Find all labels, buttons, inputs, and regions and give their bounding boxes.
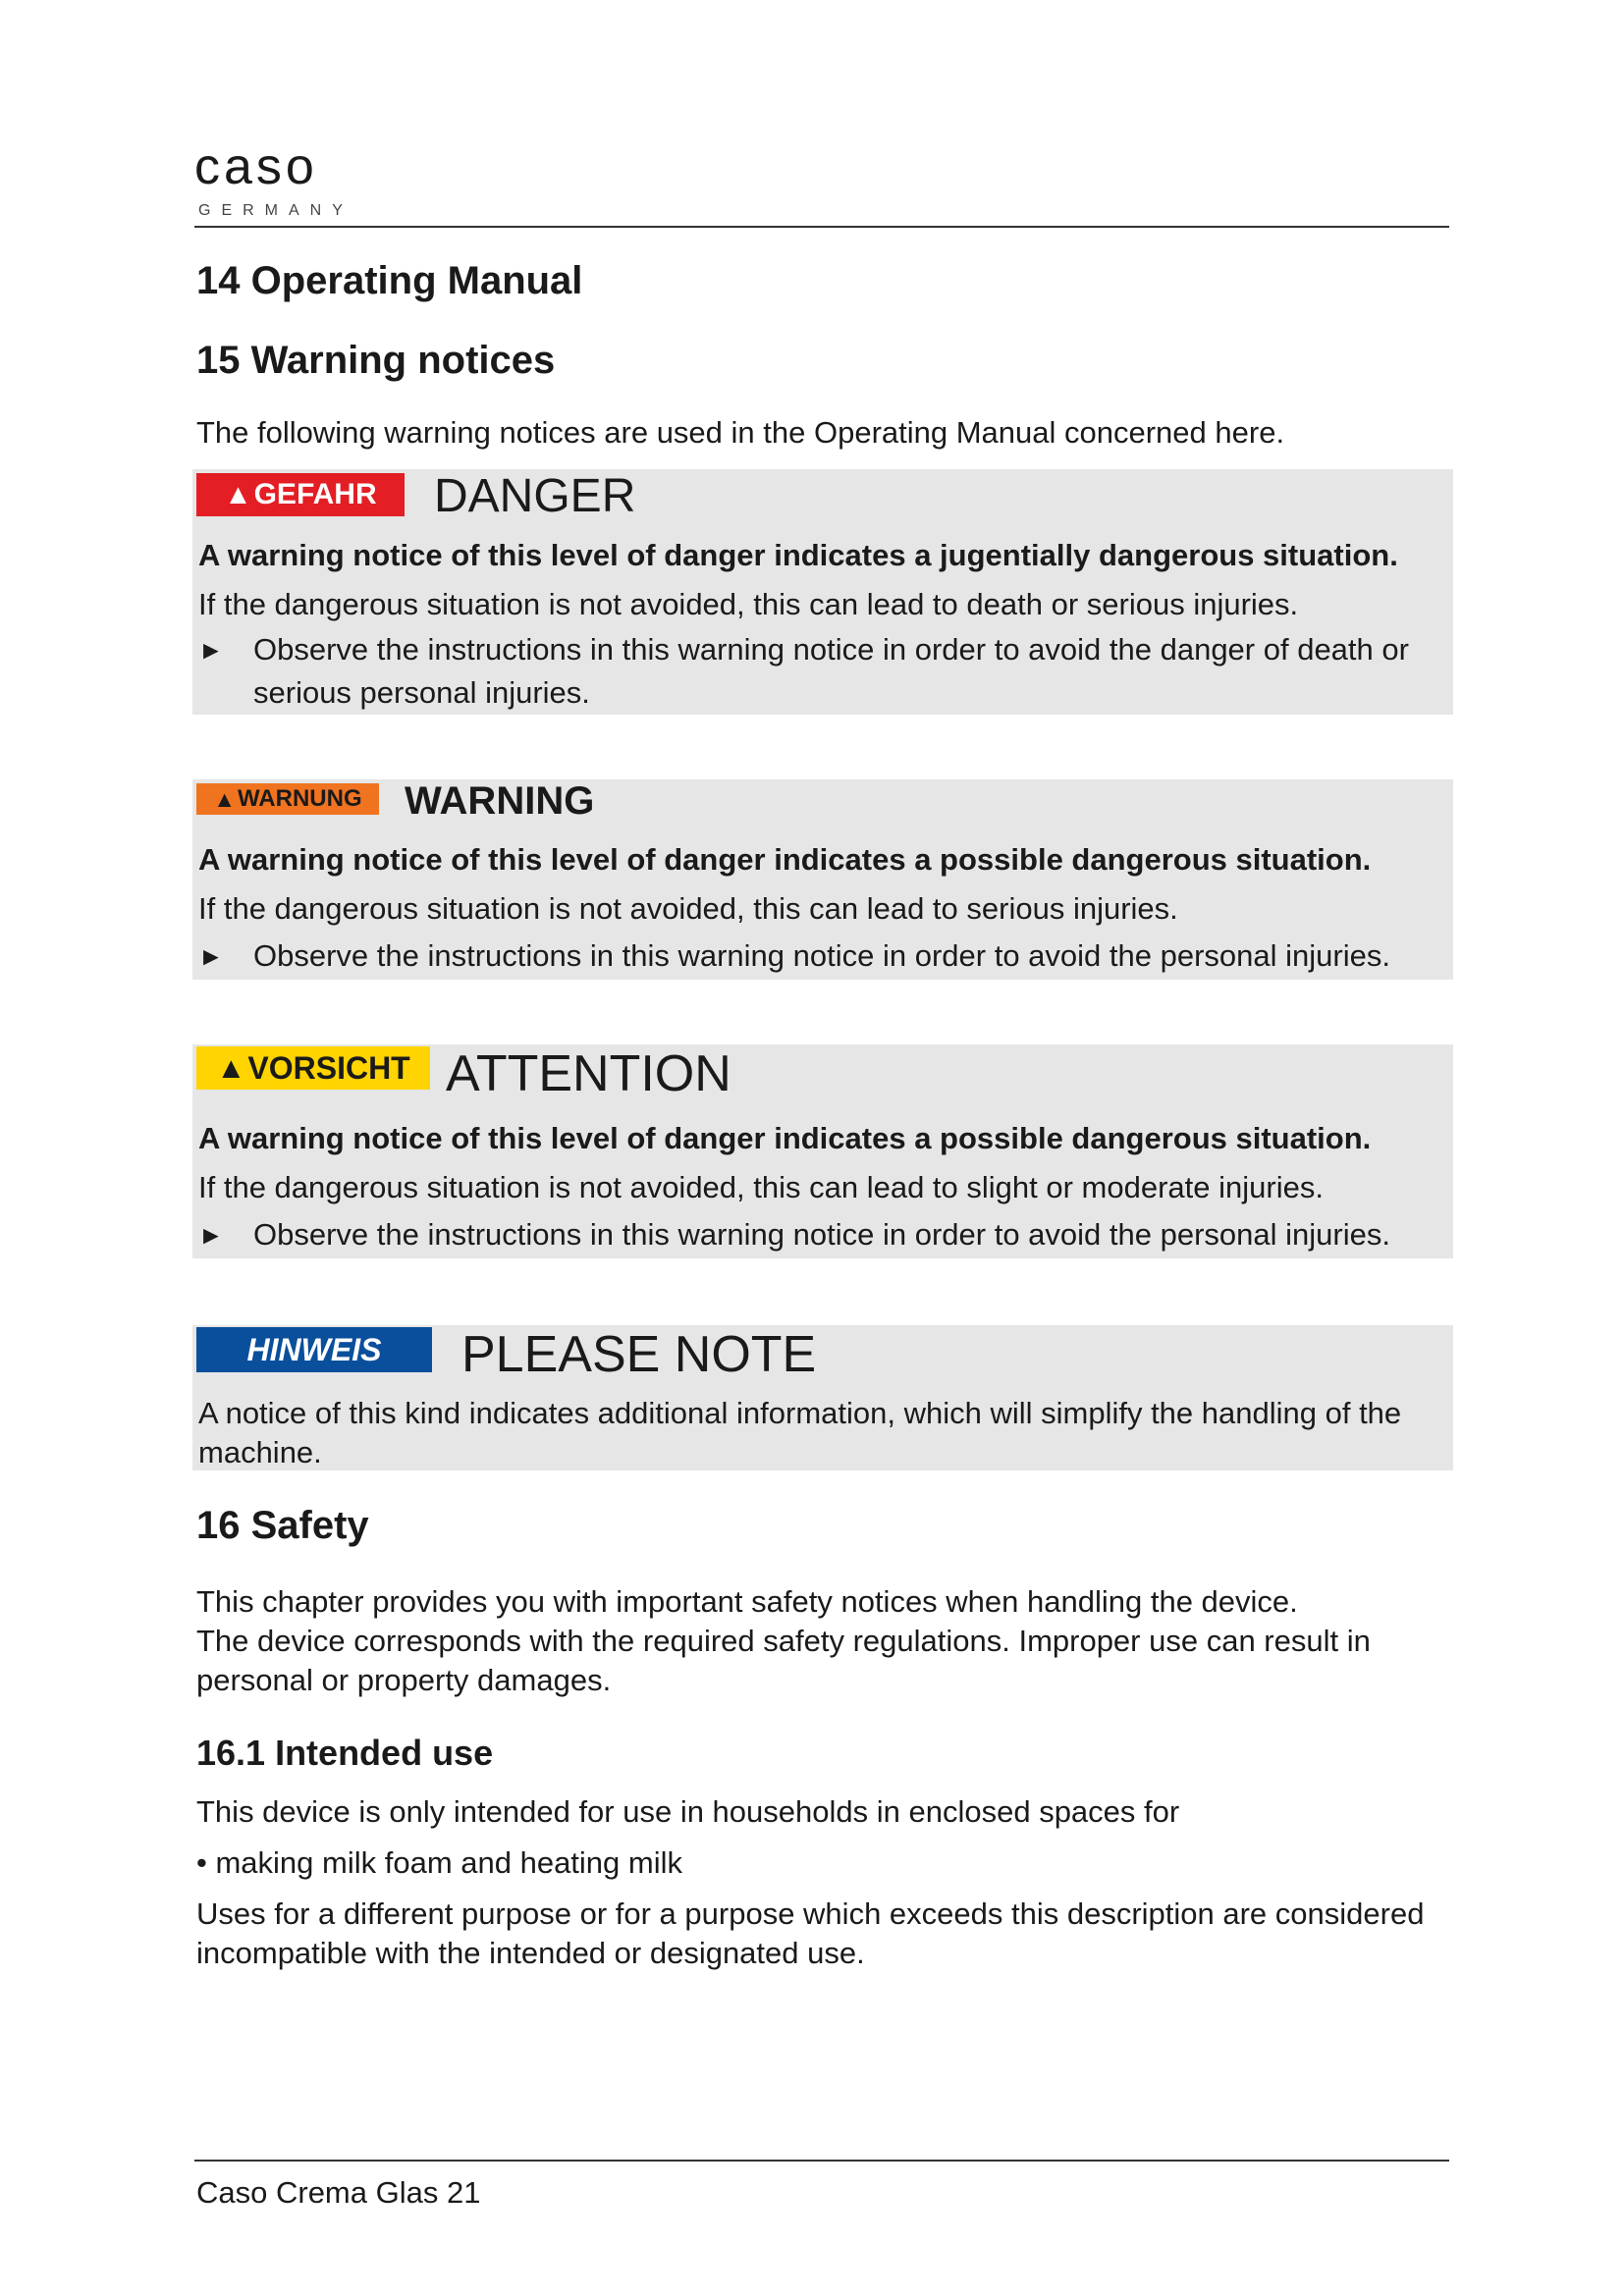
warning-triangle-icon: ▲ (213, 785, 236, 812)
safety-paragraph-2: The device corresponds with the required safety regulations. Improper use can result in personal or property damages. (196, 1624, 1371, 1697)
danger-title: DANGER (434, 470, 636, 522)
logo-wordmark: caso (194, 138, 318, 195)
please-note-text: A notice of this kind indicates additional information, which will simplify the handling of the machine. (198, 1396, 1402, 1469)
warning-text: If the dangerous situation is not avoided, this can lead to serious injuries. (198, 891, 1178, 926)
page-footer: Caso Crema Glas 21 (196, 2175, 481, 2210)
header-rule (194, 226, 1449, 228)
hinweis-badge (196, 1327, 432, 1372)
footer-rule (194, 2160, 1449, 2162)
warning-triangle-icon: ▲ (224, 478, 252, 510)
danger-notice-box (192, 469, 1453, 715)
please-note-box (192, 1325, 1453, 1470)
vorsicht-badge-label: VORSICHT (247, 1049, 410, 1086)
attention-notice-box (192, 1044, 1453, 1258)
step-arrow-icon: ► (198, 1220, 224, 1250)
attention-bold-text: A warning notice of this level of danger indicates a possible dangerous situation. (198, 1121, 1372, 1155)
gefahr-badge-label: GEFAHR (253, 478, 377, 510)
attention-step-text: Observe the instructions in this warning notice in order to avoid the personal injuries. (253, 1217, 1390, 1252)
warning-notices-intro: The following warning notices are used in the Operating Manual concerned here. (196, 415, 1285, 450)
intended-use-paragraph-1: This device is only intended for use in households in enclosed spaces for (196, 1794, 1180, 1829)
section-16-heading: 16 Safety (196, 1504, 369, 1547)
warning-notice-box (192, 779, 1453, 980)
section-14-heading: 14 Operating Manual (196, 259, 583, 302)
danger-text: If the dangerous situation is not avoided, this can lead to death or serious injuries. (198, 587, 1299, 621)
intended-use-paragraph-2: Uses for a different purpose or for a purpose which exceeds this description are considered incompatible with the intended or designated use. (196, 1896, 1425, 1970)
caso-logo (194, 137, 371, 226)
warning-step-text: Observe the instructions in this warning notice in order to avoid the personal injuries. (253, 938, 1390, 973)
warnung-badge (196, 783, 379, 815)
gefahr-badge (196, 473, 405, 516)
attention-text: If the dangerous situation is not avoided, this can lead to slight or moderate injuries. (198, 1170, 1324, 1204)
warning-title: WARNING (405, 779, 595, 823)
warnung-badge-label: WARNUNG (237, 785, 362, 812)
warning-bold-text: A warning notice of this level of danger indicates a possible dangerous situation. (198, 842, 1372, 877)
section-16-1-heading: 16.1 Intended use (196, 1733, 494, 1773)
step-arrow-icon: ► (198, 941, 224, 971)
safety-paragraph-1: This chapter provides you with important safety notices when handling the device. (196, 1584, 1298, 1619)
warning-triangle-icon: ▲ (216, 1050, 246, 1085)
please-note-title: PLEASE NOTE (461, 1326, 817, 1383)
logo-subtitle: GERMANY (198, 202, 353, 219)
step-arrow-icon: ► (198, 635, 224, 665)
attention-title: ATTENTION (446, 1045, 731, 1102)
danger-bold-text: A warning notice of this level of danger indicates a jugentially dangerous situation. (198, 538, 1398, 572)
intended-use-bullet: • making milk foam and heating milk (196, 1845, 683, 1880)
hinweis-badge-label: HINWEIS (246, 1331, 382, 1367)
section-15-heading: 15 Warning notices (196, 339, 556, 382)
vorsicht-badge (196, 1046, 430, 1090)
danger-step-text: Observe the instructions in this warning notice in order to avoid the danger of death or serious personal injuries. (253, 632, 1409, 710)
